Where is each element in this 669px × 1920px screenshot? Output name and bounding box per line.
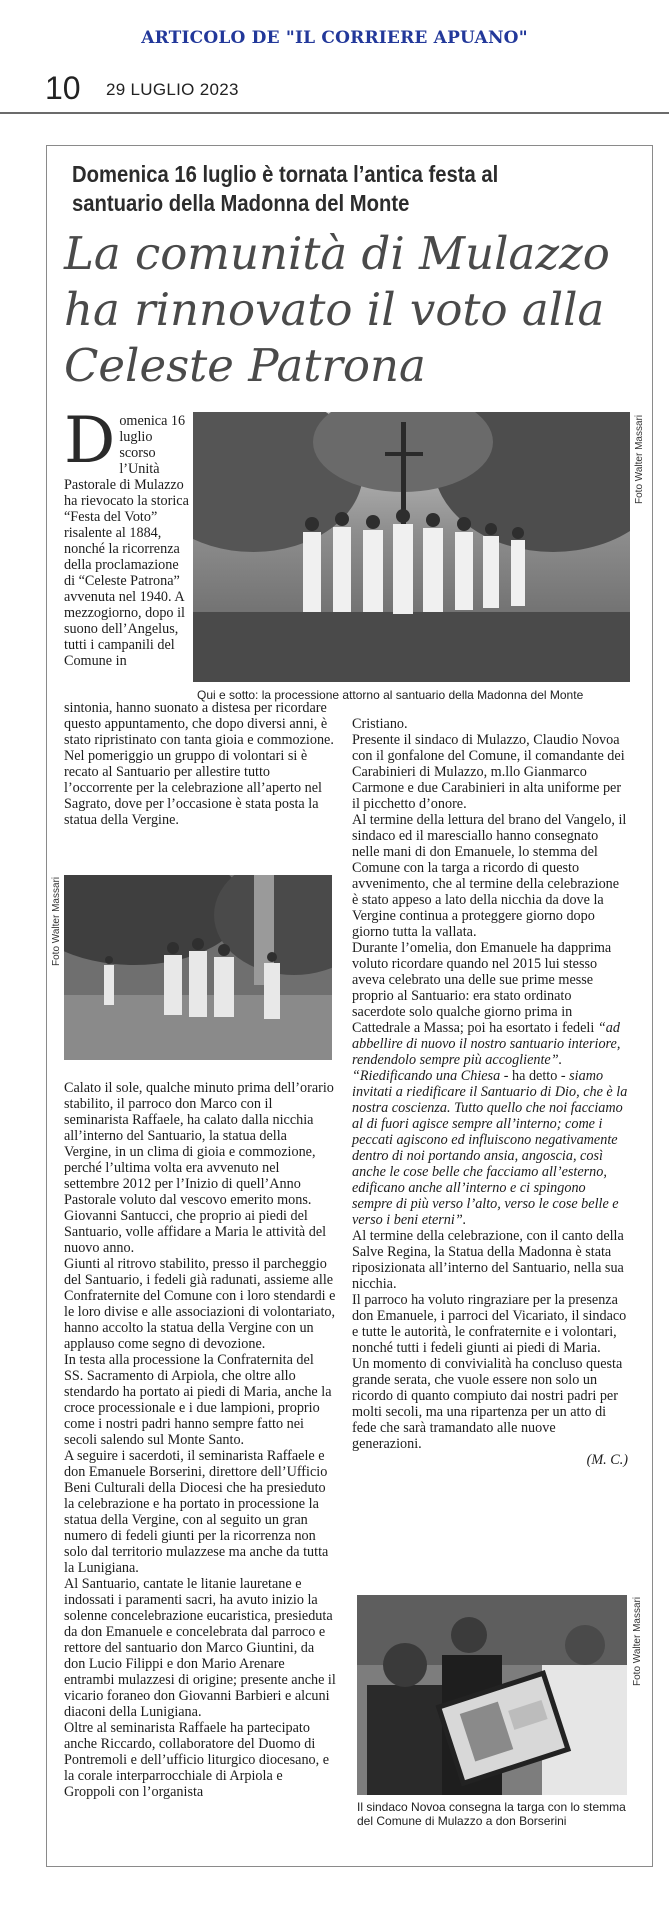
paragraph-celebration: Al Santuario, cantate le litanie lauretane e indossati i paramenti sacri, ha avuto inizio la solenne concelebrazione eucaristica, presieduta da don Emanuele e concelebrata dal parroco e rettore del santuario don Marco Giuntini, da don Lucio Filippi e don Mario Arenare entrambi mulazzesi di origine; presente anche il vicario foraneo don Giovanni Barbieri e alcuni diaconi della Lunigiana. (64, 1576, 336, 1720)
page-number: 10 (45, 70, 81, 106)
paragraph-gathering: Giunti al ritrovo stabilito, presso il parcheggio del Santuario, i fedeli già radunati, assieme alle Confraternite del Comune con i loro stendardi e le loro divise e alle associazioni di volontariato, hanno accolto la statua della Vergine con un applauso come segno di devozione. (64, 1256, 336, 1352)
procession-woods-image (193, 412, 630, 682)
photo-procession-statue (64, 875, 332, 1060)
rebuilding-said: - ha detto - (500, 1068, 570, 1084)
newspaper-header: ARTICOLO DE "IL CORRIERE APUANO" (141, 28, 528, 48)
right-column-body (352, 716, 628, 1468)
drop-cap: D (64, 404, 116, 478)
paragraph-conviviality: Un momento di convivialità ha concluso questa grande serata, che vuole essere non solo un ricordo di quanto compiuto dai nostri padri per molti secoli, ma una ripartenza per un atto di fede che sarà tramandato alle nuove generazioni. (352, 1356, 623, 1452)
photo-credit-top: Foto Walter Massari (634, 414, 645, 504)
paragraph-rebuilding (352, 1068, 628, 1228)
article-headline: La comunità di Mulazzo ha rinnovato il voto alla Celeste Patrona (64, 227, 610, 392)
photo-credit-middle: Foto Walter Massari (51, 876, 62, 966)
paragraph-thanks: Il parroco ha voluto ringraziare per la presenza don Emanuele, i parroci del Vicariato, il sindaco e tutte le autorità, le confraternite e i volontari, nonché tutti i fedeli giunti ai piedi di Maria. (352, 1292, 627, 1356)
paragraph-confraternity: In testa alla processione la Confraternita del SS. Sacramento di Arpiola, che oltre allo stendardo ha portato ai piedi di Maria, anche la croce processionale e i due lampioni, proprio come i nostri padri hanno sempre fatto nei secoli salendo sul Monte Santo. (64, 1352, 332, 1448)
procession-statue-image (64, 875, 332, 1060)
paragraph-salve-regina: Al termine della celebrazione, con il canto della Salve Regina, la Statua della Madonna è stata riposizionata all’interno del Santuario, nella sua nicchia. (352, 1228, 624, 1292)
paragraph-volunteers: Nel pomeriggio un gruppo di volontari si è recato al Santuario per allestire tutto l’occorrente per la celebrazione all’aperto nel Sagrato, dove per l’occasione è stata posta la statua della Vergine. (64, 748, 322, 828)
photo-credit-bottom: Foto Walter Massari (632, 1596, 643, 1686)
homily-text: Durante l’omelia, don Emanuele ha dapprima voluto ricordare quando nel 2015 lui stesso aveva celebrato una delle sue prime messe proprio al Santuario: era stato ordinato sacerdote solo qualche giorno prima in Cattedrale a Massa; poi ha esortato i fedeli (352, 940, 612, 1036)
intro-paragraph (64, 404, 189, 669)
rebuilding-quote-start: “Riedificando una Chiesa (352, 1068, 501, 1084)
left-column-body (64, 1080, 336, 1800)
paragraph-mayor-present: Presente il sindaco di Mulazzo, Claudio Novoa con il gonfalone del Comune, il comandante dei Carabinieri di Mulazzo, m.llo Gianmarco Carmone e due Carabinieri in alta uniforme per il picchetto d’onore. (352, 732, 625, 812)
paragraph-gospel: Al termine della lettura del brano del Vangelo, il sindaco ed il maresciallo hanno consegnato nelle mani di don Emanuele, lo stemma del Comune con la targa a ricordo di questo avvenimento, che al termine della celebrazione è stato appeso a lato della nicchia da dove la Vergine continua a proteggere giorno dopo giorno tutta la vallata. (352, 812, 627, 940)
paragraph-statue-lowered: Calato il sole, qualche minuto prima dell’orario stabilito, il parroco don Marco con il seminarista Raffaele, ha calato dalla nicchia all’interno del Santuario, la statua della Vergine, in un clima di gioia e commozione, perché l’ultima volta era avvenuto nel settembre 2012 per l’Inizio di quell’Anno Pastorale voluto dal vescovo emerito mons. Giovanni Santucci, che proprio ai piedi del Santuario, volle affidare a Maria le attività del nuovo anno. (64, 1080, 334, 1256)
paragraph-priests: A seguire i sacerdoti, il seminarista Raffaele e don Emanuele Borserini, direttore dell’Ufficio Beni Culturali della Diocesi che ha presieduto la celebrazione e ha portato in processione la statua della Vergine, con al seguito un gran numero di fedeli giunti per la ricorrenza non solo dal territorio mulazzese ma anche da tutta la Lunigiana. (64, 1448, 329, 1576)
intro-continuation (64, 700, 334, 828)
author-signature: (M. C.) (586, 1452, 628, 1468)
caption-bottom-photo: Il sindaco Novoa consegna la targa con lo stemma del Comune di Mulazzo a don Borserini (357, 1800, 626, 1828)
plaque-handover-image (357, 1595, 627, 1795)
paragraph-cristiano: Cristiano. (352, 716, 408, 732)
intro-text-wide: sintonia, hanno suonato a distesa per ricordare questo appuntamento, che dopo diversi anni, è stato ripristinato con tanta gioia e commozione. (64, 700, 334, 748)
intro-text-narrow: omenica 16 luglio scorso l’Unità Pastorale di Mulazzo ha rievocato la storica “Festa del Voto” risalente al 1884, nonché la ricorrenza della proclamazione di “Celeste Patrona” avvenuta nel 1940. A mezzogiorno, dopo il suono dell’Angelus, tutti i campanili del Comune in (64, 413, 189, 669)
photo-plaque-handover (357, 1595, 627, 1795)
photo-procession-woods (193, 412, 630, 682)
homily-quote: “ad abbellire di nuovo il nostro santuario interiore, rendendolo sempre più accogliente”. (352, 1020, 621, 1068)
caption-top-photo: Qui e sotto: la processione attorno al santuario della Madonna del Monte (197, 688, 584, 702)
article-subtitle: Domenica 16 luglio è tornata l’antica festa al santuario della Madonna del Monte (72, 161, 499, 216)
paragraph-homily (352, 940, 628, 1068)
header-rule (0, 112, 669, 114)
rebuilding-quote-rest: siamo invitati a riedificare il Santuario di Dio, che è la nostra coscienza. Tutto quello che noi facciamo al di fuori agisce sempre all’interno; come i peccati agiscono ed influiscono negativamente dentro di noi portando ansia, angoscia, così anche le cose belle che facciamo all’esterno, edificano anche all’interno e ci spingono sempre di più verso l’alto, verso le cose belle e verso i beni eterni”. (352, 1068, 628, 1228)
issue-date: 29 LUGLIO 2023 (106, 80, 239, 99)
paragraph-participants: Oltre al seminarista Raffaele ha partecipato anche Riccardo, collaboratore del Duomo di Pontremoli e dell’ufficio liturgico diocesano, e la corale interparrocchiale di Arpiola e Groppoli con l’organista (64, 1720, 330, 1800)
